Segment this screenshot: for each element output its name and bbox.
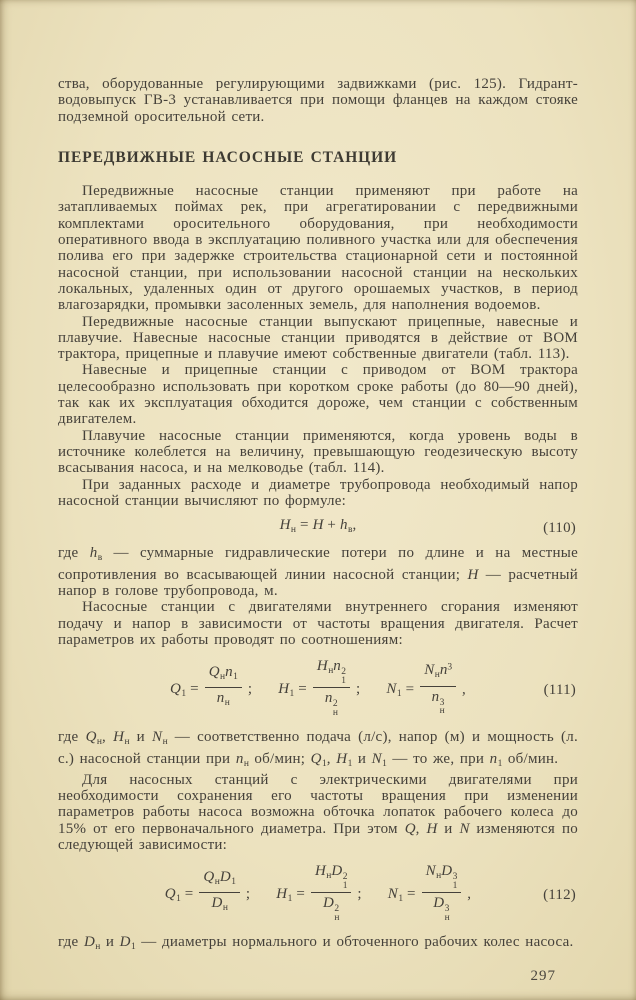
math-var: $n^3$: [439, 662, 453, 679]
math-var: $n_н$: [235, 750, 249, 769]
math-var: $N_н$: [425, 863, 442, 882]
equation: $Q_1$ = $\frac{Q_нD_1}{D_н}$ ;: [165, 871, 251, 919]
math-var: $n_н$: [216, 690, 230, 709]
math-var: $N_1$: [386, 681, 402, 700]
math-var: H: [467, 566, 479, 583]
math-var: D 3 н: [433, 895, 450, 923]
fraction: [205, 664, 242, 712]
math-var: N: [459, 820, 470, 837]
fraction: [199, 869, 240, 917]
formula-body: $H_н = H + h_в$,: [279, 517, 357, 536]
paragraph: где $Q_н$, $H_н$ и $N_н$ — соответственно подача (л/с), напор (м) и мощность (л. с.) насосной станции при $n_н$ об/мин; $Q_1$, $H_1$ и $N_1$ — то же, при $n_1$ об/мин.: [58, 729, 578, 769]
paragraph: ства, оборудованные регулирующими задвижками (рис. 125). Гидрант-водовыпуск ГВ-3 устанавливается при помощи фланцев на каждом стояке подземной оросительной сети.: [58, 76, 578, 125]
math-var: $H_н$: [279, 517, 296, 536]
equation: $H_1$ = $H_нn$ 2 1 n 2 н ;: [278, 658, 361, 718]
math-var: H: [312, 517, 324, 534]
math-var: $H_н$: [113, 729, 130, 748]
math-var: $n_1$: [225, 663, 238, 682]
fraction: [420, 660, 456, 716]
math-var: H: [426, 820, 438, 837]
math-var: D 2 1: [331, 863, 348, 891]
fraction: [422, 863, 462, 922]
fraction: [313, 658, 350, 717]
equation: $N_1$ = $N_нD$ 3 1 D 3 н ,: [387, 863, 472, 923]
paragraph: где $D_н$ и $D_1$ — диаметры нормального и обточенного рабочих колес насоса.: [58, 934, 574, 953]
paragraph: При заданных расходе и диаметре трубопровода необходимый напор насосной станции вычисляют по формуле:: [58, 476, 578, 509]
formula: [58, 517, 578, 538]
paragraph: Насосные станции с двигателями внутреннего сгорания изменяют подачу и напор в зависимости от частоты вращения двигателя. Расчет параметров их работы проводят по соотношениям:: [58, 599, 578, 648]
math-var: n 2 н: [324, 690, 338, 718]
math-var: D 2 н: [322, 895, 340, 923]
math-var: n 2 1: [333, 658, 347, 686]
math-var: $N_1$: [387, 886, 404, 905]
math-var: $h_в$: [339, 517, 353, 536]
math-var: $H_н$: [316, 658, 334, 677]
math-var: $D_1$: [119, 934, 136, 953]
math-var: $h_в$: [89, 545, 103, 564]
math-var: $Q_1$: [310, 750, 327, 769]
math-var: Q: [404, 820, 416, 837]
math-var: $H_1$: [278, 681, 295, 700]
math-var: $n_1$: [489, 750, 503, 769]
equation: $N_1$ = $N_нn^3$ n 3 н ,: [386, 662, 466, 718]
math-var: n 3 н: [431, 688, 445, 717]
paragraph: Для насосных станций с электрическими двигателями при необходимости сохранения его частоты вращения при изменении параметров работы насоса возможна обточка лопаток рабочего колеса до 15% от его первоначального диаметра. При этом Q, H и N изменяются по следующей зависимости:: [58, 771, 579, 853]
math-var: $N_н$: [424, 662, 440, 681]
math-var: $Q_н$: [203, 868, 220, 887]
formula-body: [157, 660, 479, 719]
fraction: [311, 863, 352, 922]
math-var: $N_н$: [152, 729, 168, 748]
paragraph: Плавучие насосные станции применяются, когда уровень воды в источнике колеблется на величину, превышающую геодезическую высоту всасывания насоса, и на мелководье (табл. 114).: [58, 427, 578, 477]
formula: [58, 865, 578, 924]
paragraph: Навесные и прицепные станции с приводом от ВОМ трактора целесообразно использовать при коротком сроке работы (до 80—90 дней), так как их эксплуатация обходится дороже, чем станции с собственным двигателем.: [58, 362, 578, 428]
math-var: $H_н$: [314, 863, 332, 882]
math-var: $H_1$: [336, 750, 353, 769]
math-var: $Q_1$: [164, 886, 181, 905]
formula-body: [152, 865, 484, 924]
text-block: [58, 76, 578, 956]
formula-number: (110): [543, 519, 576, 536]
math-var: $Q_1$: [170, 681, 187, 700]
math-var: $D_н$: [211, 895, 228, 914]
formula: [58, 660, 578, 719]
page-number: 297: [530, 968, 556, 984]
math-var: $D_н$: [83, 934, 101, 953]
equation: $Q_1$ = $\frac{Q_нn_1}{n_н}$ ;: [170, 666, 252, 714]
math-var: $Q_н$: [85, 729, 102, 748]
section-heading: ПЕРЕДВИЖНЫЕ НАСОСНЫЕ СТАНЦИИ: [58, 148, 398, 166]
equation: $H_1$ = $H_нD$ 2 1 D 2 н ;: [276, 863, 362, 923]
math-var: D 3 1: [441, 863, 458, 891]
formula-number: (111): [543, 681, 576, 698]
math-var: $N_1$: [371, 750, 387, 769]
paragraph: где $h_в$ — суммарные гидравлические потери по длине и на местные сопротивления во всасывающей линии насосной станции; H — расчетный напор в голове трубопровода, м.: [58, 545, 579, 600]
paragraph: Передвижные насосные станции выпускают прицепные, навесные и плавучие. Навесные насосные станции приводятся в действие от ВОМ трактора, прицепные и плавучие имеют собственные двигатели (табл. 113).: [58, 313, 578, 363]
math-var: $D_1$: [219, 868, 236, 887]
paragraph: Передвижные насосные станции применяют при работе на затапливаемых поймах рек, при агрегатировании с передвижными комплектами оросительного оборудования, при необходимости оперативного ввода в эксплуатацию поливного участка или для обеспечения полива его при задержке строительства стационарной сети и постоянной насосной станции, при использовании насосной станции на нескольких локальных, удаленных один от другого орошаемых участков, в период влагозарядки, промывки засоленных земель, для наполнения водоемов.: [58, 183, 578, 314]
math-var: $Q_н$: [208, 663, 226, 682]
math-var: $H_1$: [276, 886, 293, 905]
formula-number: (112): [543, 886, 576, 903]
